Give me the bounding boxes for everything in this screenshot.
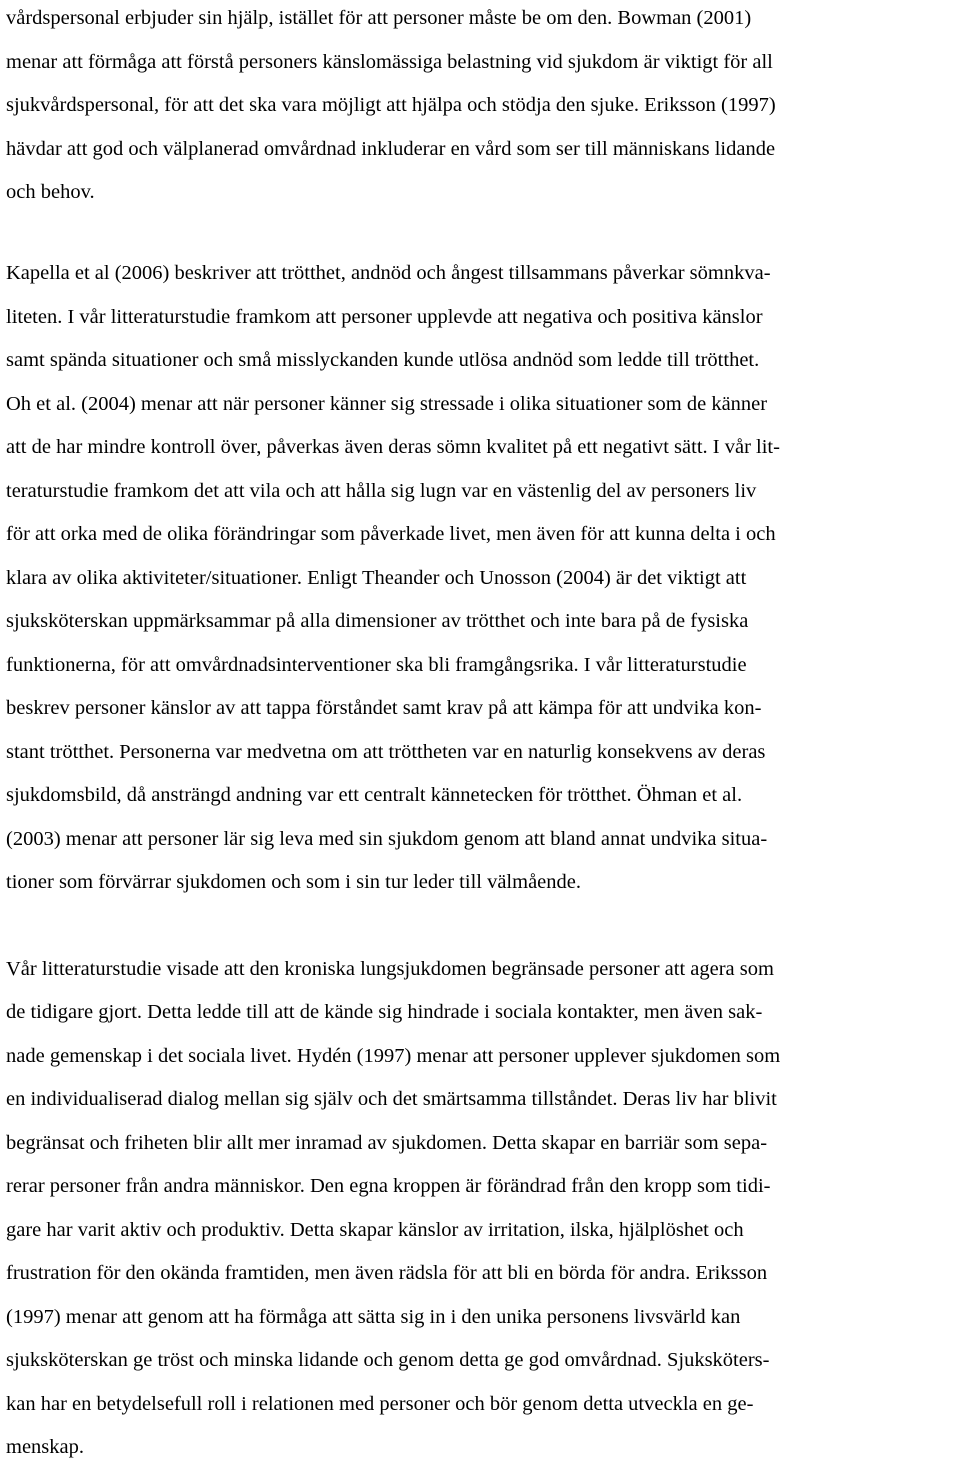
text-line: sjuksköterskan ge tröst och minska lidande och genom detta ge god omvårdnad. Sjuksköters-	[6, 1349, 770, 1371]
text-line: menskap.	[6, 1436, 84, 1458]
text-line: de tidigare gjort. Detta ledde till att de kände sig hindrade i sociala kontakter, men även sak-	[6, 1001, 763, 1023]
text-line: vårdspersonal erbjuder sin hjälp, istället för att personer måste be om den. Bowman (2001)	[6, 7, 752, 29]
text-line: en individualiserad dialog mellan sig själv och det smärtsamma tillståndet. Deras liv har blivit	[6, 1088, 777, 1110]
text-line: samt spända situationer och små misslyckanden kunde utlösa andnöd som ledde till trötthet.	[6, 349, 760, 371]
text-line: sjukdomsbild, då ansträngd andning var ett centralt kännetecken för trötthet. Öhman et al.	[6, 784, 743, 806]
text-line: begränsat och friheten blir allt mer inramad av sjukdomen. Detta skapar en barriär som sepa-	[6, 1132, 768, 1154]
text-line: kan har en betydelsefull roll i relationen med personer och bör genom detta utveckla en ge-	[6, 1393, 754, 1415]
text-line: klara av olika aktiviteter/situationer. Enligt Theander och Unosson (2004) är det viktigt att	[6, 567, 747, 589]
text-line: för att orka med de olika förändringar som påverkade livet, men även för att kunna delta i och	[6, 523, 776, 545]
text-line: frustration för den okända framtiden, men även rädsla för att bli en börda för andra. Eriksson	[6, 1262, 768, 1284]
text-line: rerar personer från andra människor. Den egna kroppen är förändrad från den kropp som tidi-	[6, 1175, 771, 1197]
text-line: funktionerna, för att omvårdnadsinterventioner ska bli framgångsrika. I vår litteraturstudie	[6, 654, 747, 676]
text-line: menar att förmåga att förstå personers känslomässiga belastning vid sjukdom är viktigt för all	[6, 51, 773, 73]
text-line: stant trötthet. Personerna var medvetna om att tröttheten var en naturlig konsekvens av deras	[6, 741, 766, 763]
text-line: gare har varit aktiv och produktiv. Detta skapar känslor av irritation, ilska, hjälplöshet och	[6, 1219, 744, 1241]
text-line: (2003) menar att personer lär sig leva med sin sjukdom genom att bland annat undvika situa-	[6, 828, 768, 850]
text-line: att de har mindre kontroll över, påverkas även deras sömn kvalitet på ett negativt sätt. I vår lit-	[6, 436, 780, 458]
text-line: sjukvårdspersonal, för att det ska vara möjligt att hjälpa och stödja den sjuke. Eriksson (1997)	[6, 94, 776, 116]
text-line: (1997) menar att genom att ha förmåga att sätta sig in i den unika personens livsvärld kan	[6, 1306, 741, 1328]
text-line: sjuksköterskan uppmärksammar på alla dimensioner av trötthet och inte bara på de fysiska	[6, 610, 749, 632]
text-line: tioner som förvärrar sjukdomen och som i sin tur leder till välmående.	[6, 871, 581, 893]
text-line: Oh et al. (2004) menar att när personer känner sig stressade i olika situationer som de känner	[6, 393, 768, 415]
text-line: nade gemenskap i det sociala livet. Hydén (1997) menar att personer upplever sjukdomen som	[6, 1045, 781, 1067]
text-line: Kapella et al (2006) beskriver att trötthet, andnöd och ångest tillsammans påverkar sömnkva-	[6, 262, 771, 284]
text-line: liteten. I vår litteraturstudie framkom att personer upplevde att negativa och positiva känslor	[6, 306, 763, 328]
text-line: teraturstudie framkom det att vila och att hålla sig lugn var en västenlig del av personers liv	[6, 480, 757, 502]
text-line: hävdar att god och välplanerad omvårdnad inkluderar en vård som ser till människans lidande	[6, 138, 776, 160]
text-line: och behov.	[6, 181, 95, 203]
text-line: Vår litteraturstudie visade att den kroniska lungsjukdomen begränsade personer att agera som	[6, 958, 774, 980]
text-line: beskrev personer känslor av att tappa förståndet samt krav på att kämpa för att undvika kon-	[6, 697, 762, 719]
